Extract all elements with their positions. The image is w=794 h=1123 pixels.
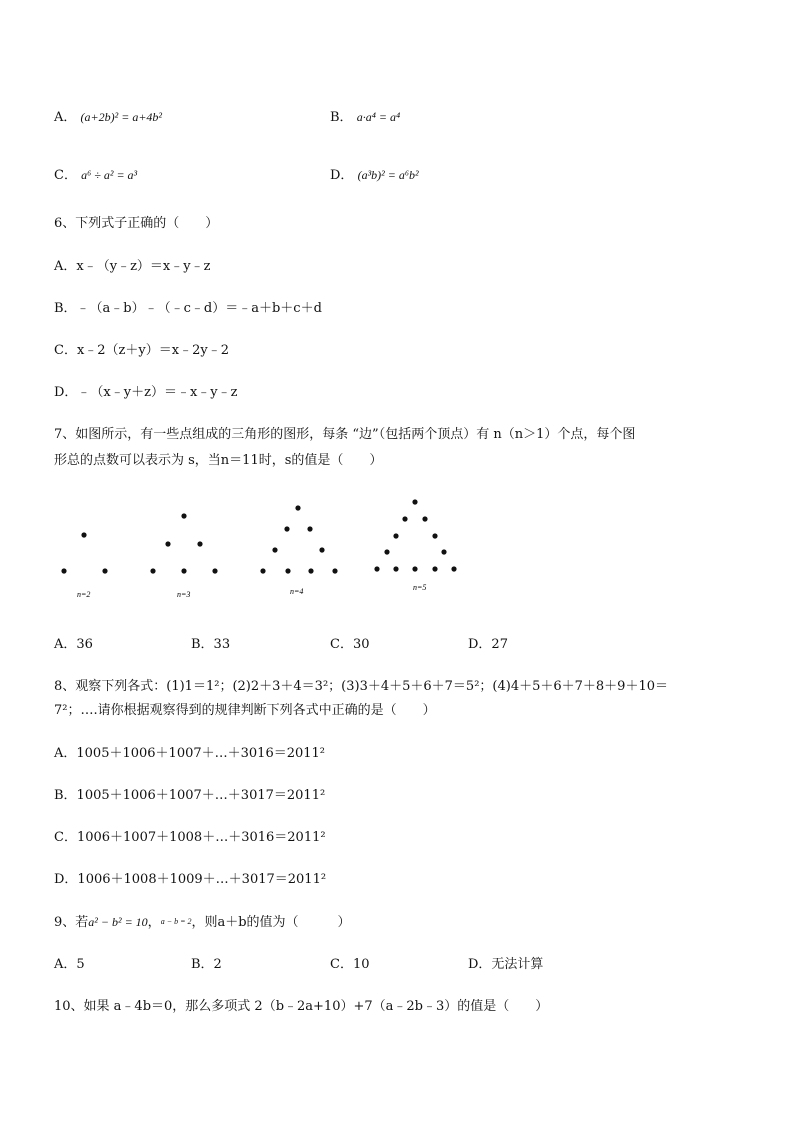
q6-option-b: B．﹣（a﹣b）﹣（﹣c﹣d）＝﹣a＋b＋c＋d — [54, 301, 322, 316]
q7-option-c: C．30 — [330, 637, 370, 652]
label-n4: n=4 — [290, 587, 304, 596]
dot — [81, 532, 86, 537]
dot — [402, 516, 407, 521]
q5-option-b-expr: a·a⁴ = a⁴ — [356, 110, 401, 124]
dot — [412, 499, 417, 504]
q7-option-b: B．33 — [191, 637, 231, 652]
dot — [393, 533, 398, 538]
q9-condition-1: a² − b² = 10 — [88, 915, 148, 929]
triangle-n3 — [150, 513, 217, 573]
q5-option-b: B． a·a⁴ = a⁴ — [330, 110, 401, 125]
dot — [102, 568, 107, 573]
triangle-n2 — [61, 532, 107, 573]
q9-stem: 9、若a² − b² = 10，a − b = 2，则a＋b的值为（ ） — [54, 915, 351, 930]
q5-option-d-expr: (a³b)² = a⁶b² — [357, 168, 419, 182]
q5-option-a-expr: (a+2b)² = a+4b² — [80, 110, 163, 124]
label-n5: n=5 — [413, 583, 427, 592]
dot — [165, 541, 170, 546]
dot — [441, 549, 446, 554]
dot — [451, 566, 456, 571]
q9-option-a: A．5 — [54, 957, 85, 972]
triangle-n5 — [374, 499, 456, 571]
dot — [212, 568, 217, 573]
q7-option-a: A．36 — [54, 637, 93, 652]
label-n2: n=2 — [77, 590, 91, 599]
q8-option-b: B．1005＋1006＋1007＋…＋3017＝2011² — [54, 788, 326, 803]
dot — [308, 568, 313, 573]
q5-option-c: C． a⁶ ÷ a² = a³ — [54, 168, 138, 183]
q8-option-d: D．1006＋1008＋1009＋…＋3017＝2011² — [54, 872, 327, 887]
q5-option-d: D． (a³b)² = a⁶b² — [330, 168, 419, 183]
dot — [197, 541, 202, 546]
q5-option-a: A． (a+2b)² = a+4b² — [54, 110, 163, 125]
dot — [393, 566, 398, 571]
q9-option-c: C．10 — [330, 957, 370, 972]
q7-option-d: D．27 — [468, 637, 508, 652]
dot — [332, 568, 337, 573]
q8-option-a: A．1005＋1006＋1007＋…＋3016＝2011² — [54, 746, 326, 761]
dot — [432, 533, 437, 538]
q6-option-a: A．x﹣（y﹣z）＝x﹣y﹣z — [54, 259, 211, 274]
dot — [295, 505, 300, 510]
dot — [319, 547, 324, 552]
q7-stem-line1: 7、如图所示，有一些点组成的三角形的图形，每条 “边”（包括两个顶点）有 n（n＞1）个点，每个图 — [54, 427, 636, 442]
q8-option-c: C．1006＋1007＋1008＋…＋3016＝2011² — [54, 830, 326, 845]
dot — [284, 526, 289, 531]
q8-stem-line2: 7²；….请你根据观察得到的规律判断下列各式中正确的是（ ） — [54, 703, 436, 718]
dot — [384, 549, 389, 554]
dot — [307, 526, 312, 531]
q8-stem-line1: 8、观察下列各式：(1)1＝1²；(2)2＋3＋4＝3²；(3)3＋4＋5＋6＋7＝5²；(4)4＋5＋6＋7＋8＋9＋10＝ — [54, 679, 668, 694]
q7-stem-line2: 形总的点数可以表示为 s，当n＝11时，s的值是（ ） — [54, 453, 383, 468]
dot — [374, 566, 379, 571]
dot — [422, 516, 427, 521]
q7-dot-triangles-figure — [0, 490, 794, 610]
q9-option-b: B．2 — [191, 957, 222, 972]
dot — [285, 568, 290, 573]
q6-option-c: C．x﹣2（z＋y）＝x﹣2y﹣2 — [54, 343, 229, 358]
dot — [61, 568, 66, 573]
dot — [432, 566, 437, 571]
q6-option-d: D．﹣（x﹣y＋z）＝﹣x﹣y﹣z — [54, 385, 238, 400]
dot — [150, 568, 155, 573]
q9-option-d: D．无法计算 — [468, 957, 544, 972]
triangle-n4 — [260, 505, 337, 573]
dot — [272, 547, 277, 552]
dot — [181, 568, 186, 573]
dot — [412, 566, 417, 571]
q5-option-c-expr: a⁶ ÷ a² = a³ — [81, 168, 138, 182]
q6-stem: 6、下列式子正确的（ ） — [54, 216, 219, 231]
dot — [181, 513, 186, 518]
label-n3: n=3 — [177, 590, 191, 599]
q9-condition-2: a − b = 2 — [160, 917, 192, 926]
dot — [260, 568, 265, 573]
q10-stem: 10、如果 a﹣4b＝0，那么多项式 2（b﹣2a+10）+7（a﹣2b﹣3）的值是（ ） — [54, 999, 549, 1014]
